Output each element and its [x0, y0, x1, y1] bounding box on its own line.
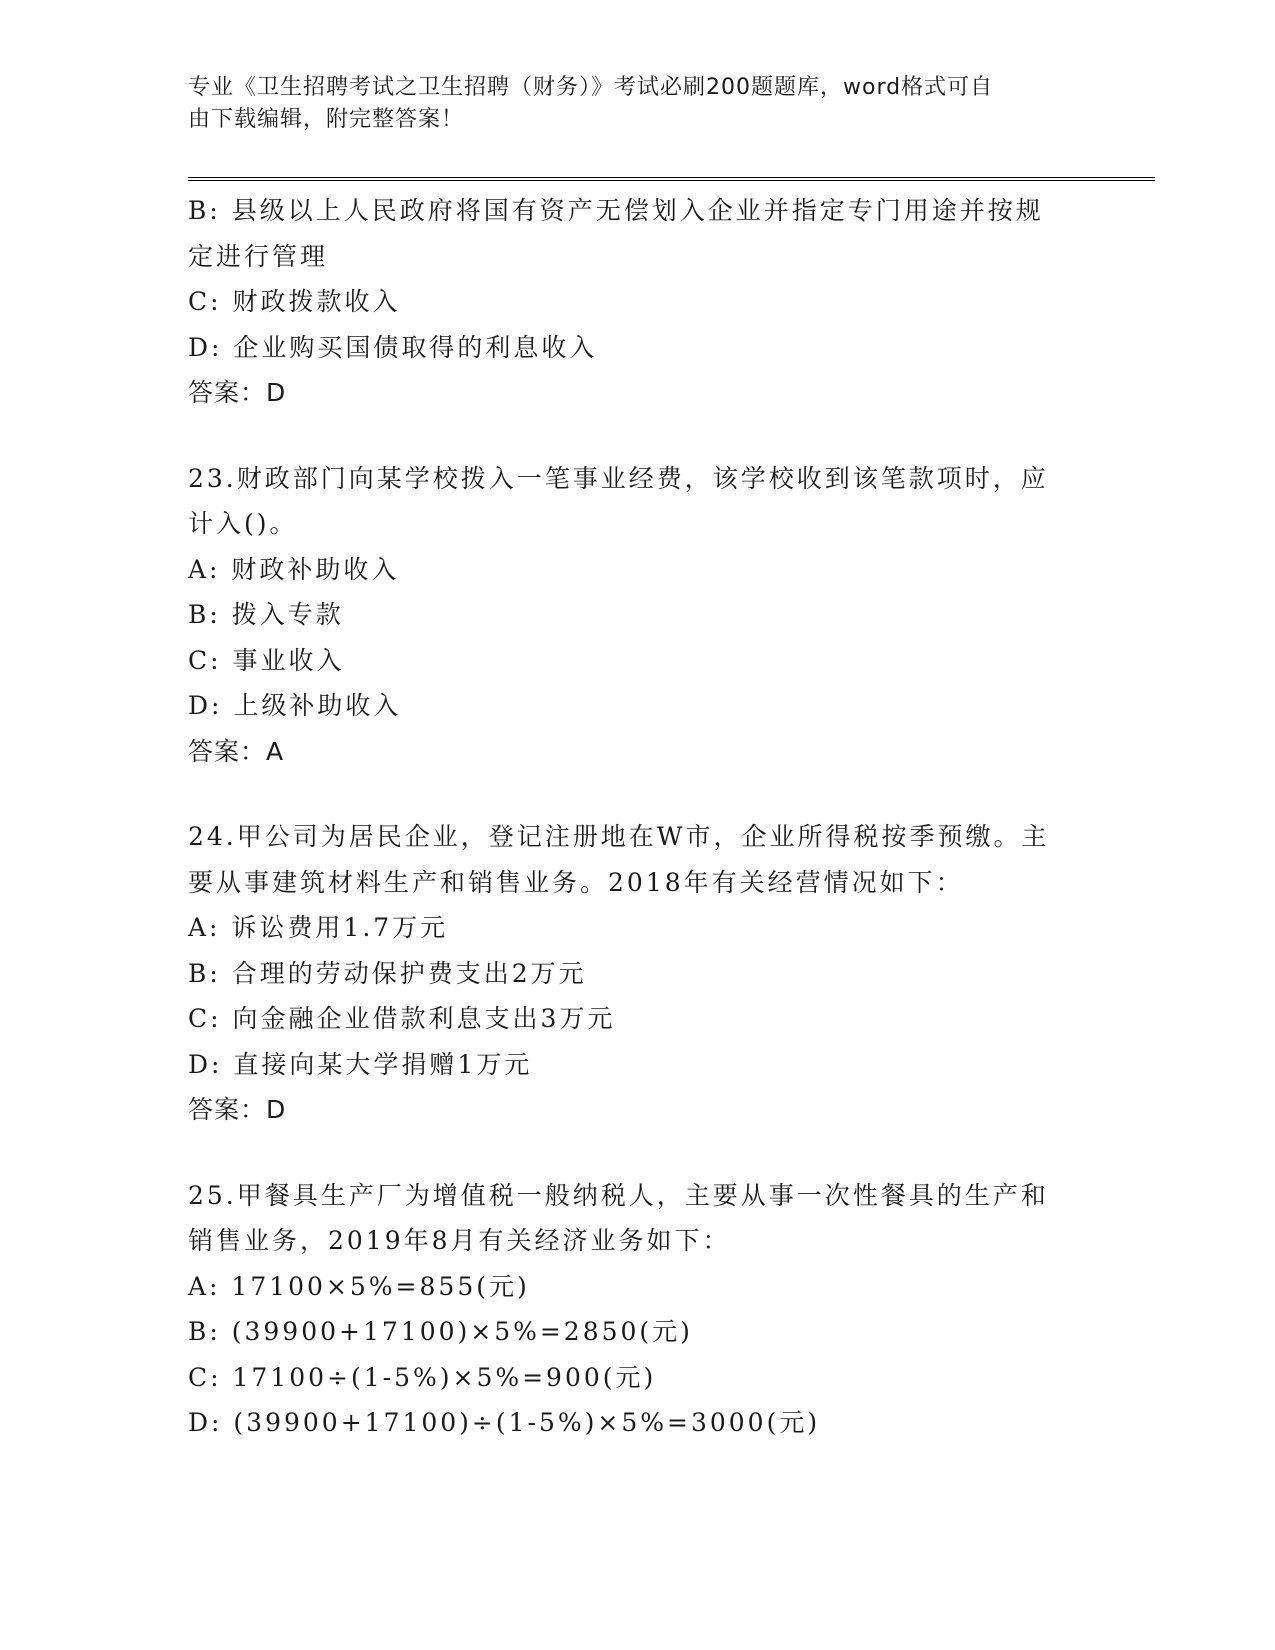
option-c: C: 向金融企业借款利息支出3万元	[188, 1004, 616, 1033]
option-d: D: 直接向某大学捐赠1万元	[188, 1049, 533, 1079]
option-d: D: 企业购买国债取得的利息收入	[188, 332, 598, 362]
question-24	[188, 814, 1088, 1133]
question-text-line-1: 24.甲公司为居民企业，登记注册地在W市，企业所得税按季预缴。主	[188, 822, 1050, 851]
question-23	[188, 456, 1088, 775]
question-25	[188, 1173, 1088, 1446]
option-d: D: (39900+17100)÷(1-5%)×5%=3000(元)	[188, 1408, 821, 1437]
question-text-line-2: 销售业务，2019年8月有关经济业务如下：	[188, 1226, 731, 1255]
header-line-1: 专业《卫生招聘考试之卫生招聘（财务）》考试必刷200题题库，word格式可自	[188, 75, 994, 100]
option-b: B: 合理的劳动保护费支出2万元	[188, 958, 587, 988]
option-d: D: 上级补助收入	[188, 691, 402, 720]
option-a: A: 财政补助收入	[188, 554, 400, 584]
document-header	[188, 72, 1088, 136]
question-text-line-2: 计入()。	[188, 509, 298, 538]
answer: 答案：A	[188, 736, 285, 766]
question-text-line-2: 要从事建筑材料生产和销售业务。2018年有关经营情况如下：	[188, 867, 964, 897]
document-body	[188, 188, 1088, 1446]
header-divider	[188, 177, 1155, 181]
header-line-2: 由下载编辑，附完整答案！	[188, 107, 465, 132]
option-c: C: 财政拨款收入	[188, 287, 401, 316]
answer: 答案：D	[188, 1095, 287, 1124]
answer: 答案：D	[188, 378, 287, 407]
question-22-continued	[188, 188, 1088, 416]
option-c: C: 17100÷(1-5%)×5%=900(元)	[188, 1362, 657, 1392]
option-b: B: (39900+17100)×5%=2850(元)	[188, 1317, 693, 1346]
option-b: B: 拨入专款	[188, 600, 344, 629]
question-text-line-1: 23.财政部门向某学校拨入一笔事业经费，该学校收到该笔款项时，应	[188, 463, 1049, 493]
question-text-line-1: 25.甲餐具生产厂为增值税一般纳税人，主要从事一次性餐具的生产和	[188, 1180, 1049, 1210]
option-a: A: 诉讼费用1.7万元	[188, 913, 449, 942]
option-b-line-1: B: 县级以上人民政府将国有资产无偿划入企业并指定专门用途并按规	[188, 196, 1044, 225]
option-a: A: 17100×5%=855(元)	[188, 1271, 530, 1301]
option-b-line-2: 定进行管理	[188, 241, 329, 271]
option-c: C: 事业收入	[188, 645, 345, 675]
